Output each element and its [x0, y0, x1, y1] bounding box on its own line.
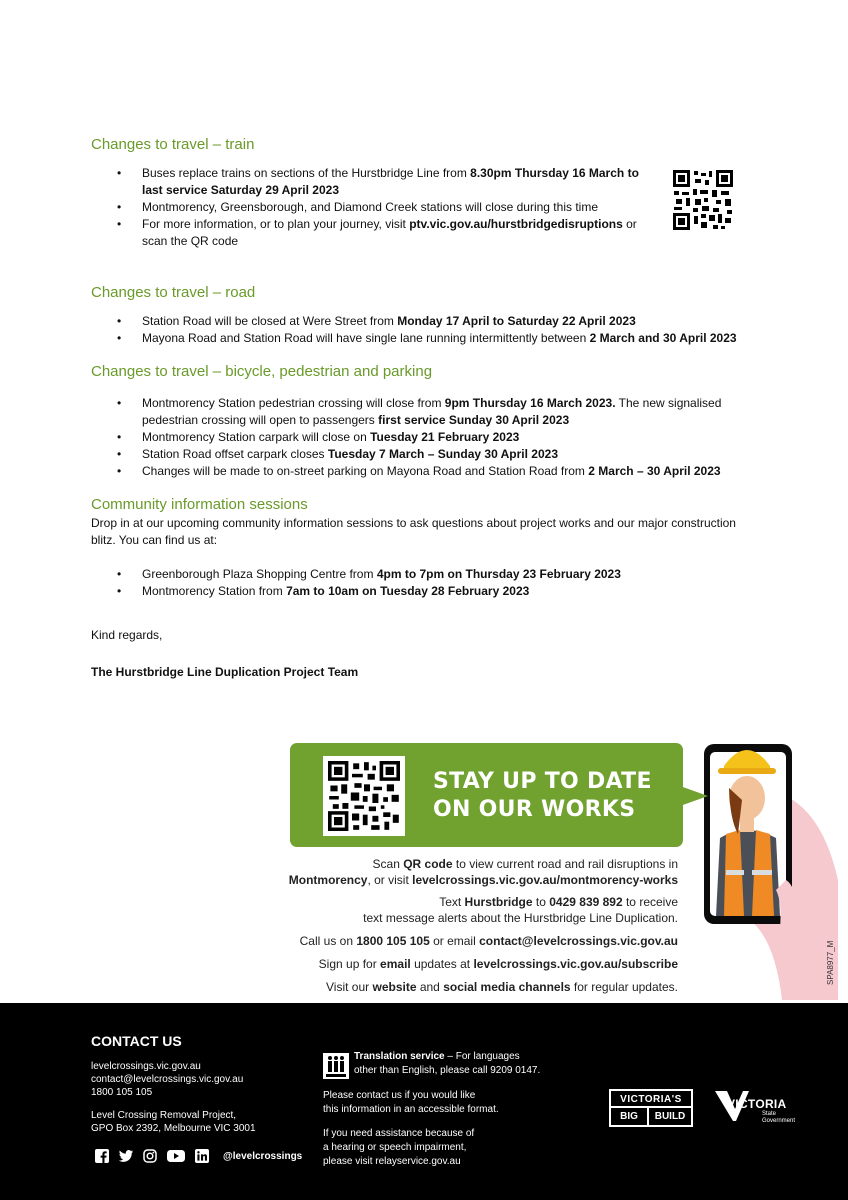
accessible-format-note: Please contact us if you would like this information in an accessible format. [323, 1090, 499, 1115]
info-visit-line: Visit our website and social media channels for regular updates. [326, 980, 678, 994]
phone-worker-illustration [690, 730, 840, 1000]
translation-service: Translation service – For languages other than English, please call 9209 0147. [354, 1051, 541, 1076]
list-item: • For more information, or to plan your journey, visit ptv.vic.gov.au/hurstbridgedisruptions or scan the QR code [91, 216, 661, 250]
closing-regards: Kind regards, [91, 628, 163, 642]
closing-team: The Hurstbridge Line Duplication Project Team [91, 665, 359, 679]
social-links [95, 1149, 302, 1163]
heading-road: Changes to travel – road [91, 284, 256, 301]
info-text-line: Text Hurstbridge to 0429 839 892 to receive [439, 895, 678, 909]
list-item: • Montmorency Station carpark will close on Tuesday 21 February 2023 [91, 429, 741, 446]
ptv-link[interactable]: ptv.vic.gov.au/hurstbridgedisruptions [409, 217, 623, 231]
banner-tail [680, 786, 708, 806]
contact-info-block [289, 856, 678, 995]
heading-bike: Changes to travel – bicycle, pedestrian and parking [91, 363, 433, 380]
info-signup-line: Sign up for email updates at levelcrossings.vic.gov.au/subscribe [318, 957, 678, 971]
heading-community: Community information sessions [91, 496, 308, 513]
bike-list [91, 395, 741, 480]
montmorency-works-link[interactable]: levelcrossings.vic.gov.au/montmorency-works [412, 873, 678, 887]
road-list [91, 313, 741, 347]
info-scan-line-2: Montmorency, or visit levelcrossings.vic.gov.au/montmorency-works [288, 873, 678, 887]
list-item: • Buses replace trains on sections of the Hurstbridge Line from 8.30pm Thursday 16 March to last service Saturday 29 April 2023 [91, 165, 661, 199]
heading-train: Changes to travel – train [91, 136, 255, 153]
subscribe-link[interactable]: levelcrossings.vic.gov.au/subscribe [473, 957, 678, 971]
youtube-icon[interactable] [167, 1149, 185, 1163]
victoria-state-government-logo: VICTORIA State Government [713, 1087, 788, 1129]
community-list [91, 566, 741, 600]
footer-phone: 1800 105 105 [91, 1087, 153, 1098]
banner-title: STAY UP TO DATE ON OUR WORKS [433, 769, 652, 822]
document-code: SPA8977_M [826, 940, 835, 985]
instagram-icon[interactable] [143, 1149, 157, 1163]
info-call-line: Call us on 1800 105 105 or email contact@levelcrossings.vic.gov.au [299, 934, 678, 948]
community-intro: Drop in at our upcoming community information sessions to ask questions about project works and our major construction blitz. You can find us at: [91, 516, 736, 547]
list-item: • Station Road offset carpark closes Tuesday 7 March – Sunday 30 April 2023 [91, 446, 741, 463]
list-item: • Montmorency Station from 7am to 10am on Tuesday 28 February 2023 [91, 583, 741, 600]
victorias-big-build-logo: VICTORIA'S BIG BUILD [609, 1089, 693, 1127]
train-list [91, 165, 661, 250]
info-text-line-2: text message alerts about the Hurstbridge Line Duplication. [363, 911, 678, 925]
email-link[interactable]: contact@levelcrossings.vic.gov.au [479, 934, 678, 948]
info-scan-line: Scan QR code to view current road and rail disruptions in [372, 857, 678, 871]
footer-email-link[interactable]: contact@levelcrossings.vic.gov.au [91, 1074, 244, 1085]
letter-body [91, 135, 741, 681]
qr-code-icon[interactable] [673, 170, 733, 230]
footer [0, 1003, 848, 1200]
relay-service-note: If you need assistance because of a hearing or speech impairment, please visit relayservice.gov.au [323, 1128, 475, 1167]
list-item: • Montmorency Station pedestrian crossing will close from 9pm Thursday 16 March 2023. The new signalised pedestrian crossing will open to passengers first service Sunday 30 April 2023 [91, 395, 741, 429]
social-handle: @levelcrossings [223, 1150, 303, 1162]
list-item: • Station Road will be closed at Were Street from Monday 17 April to Saturday 22 April 2023 [91, 313, 741, 330]
list-item: • Changes will be made to on-street parking on Mayona Road and Station Road from 2 March – 30 April 2023 [91, 463, 741, 480]
qr-code-icon[interactable] [323, 756, 405, 836]
footer-web-link[interactable]: levelcrossings.vic.gov.au [91, 1061, 201, 1072]
interpreter-icon [323, 1053, 349, 1079]
footer-contact-details [91, 1060, 243, 1099]
list-item: • Mayona Road and Station Road will have single lane running intermittently between 2 March and 30 April 2023 [91, 330, 741, 347]
footer-address: Level Crossing Removal Project, GPO Box 2392, Melbourne VIC 3001 [91, 1110, 256, 1134]
list-item: • Greenborough Plaza Shopping Centre from 4pm to 7pm on Thursday 23 February 2023 [91, 566, 741, 583]
footer-title: CONTACT US [91, 1033, 182, 1049]
facebook-icon[interactable] [95, 1149, 109, 1163]
list-item: • Montmorency, Greensborough, and Diamond Creek stations will close during this time [91, 199, 661, 216]
twitter-icon[interactable] [119, 1149, 133, 1163]
linkedin-icon[interactable] [195, 1149, 209, 1163]
